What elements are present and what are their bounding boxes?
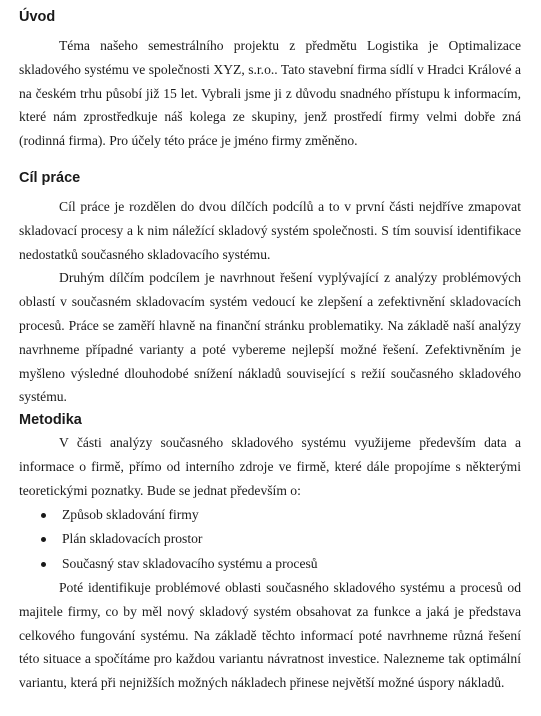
bullet-icon xyxy=(41,513,46,518)
list-item-label: Současný stav skladovacího systému a procesů xyxy=(62,555,318,571)
document-page xyxy=(19,6,521,695)
paragraph-metodika-intro: V části analýzy současného skladového systému využijeme především data a informace o firmě, přímo od interního zdroje ve firmě, které dále propojíme s některými teoretickými poznatky. Bude se jednat především o: xyxy=(19,435,521,498)
heading-uvod: Úvod xyxy=(19,9,56,25)
list-item xyxy=(19,552,521,577)
list-item xyxy=(19,503,521,528)
paragraph-uvod: Téma našeho semestrálního projektu z předmětu Logistika je Optimalizace skladového systému ve společnosti XYZ, s.r.o.. Tato stavební firma sídlí v Hradci Králové a na českém trhu působí již 15 let. Vybrali jsme ji z důvodu snadného přístupu k informacím, které nám zprostředkuje náš kolega ze skupiny, jenž prostředí firmy velmi dobře zná (rodinná firma). Pro účely této práce je jméno firmy změněno. xyxy=(19,38,521,149)
bullet-list xyxy=(19,503,521,577)
paragraph-metodika-outro: Poté identifikuje problémové oblasti současného skladového systému a procesů od majitele firmy, co by měl nový skladový systém obsahovat za funkce a jaká je představa celkového fungování systému. Na základě těchto informací poté navrhneme různá řešení této situace a spočítáme pro každou variantu návratnost investice. Nalezneme tak optimální variantu, která při nejnižších možných nákladech přinese největší možné úspory nákladů. xyxy=(19,580,521,691)
list-item xyxy=(19,527,521,552)
paragraph-cil-2: Druhým dílčím podcílem je navrhnout řešení vyplývající z analýzy problémových oblastí v současném skladovacím systém vedoucí ke zlepšení a zefektivnění skladovacích procesů. Práce se zaměří hlavně na finanční stránku problematiky. Na základě naší analýzy navrhneme případné varianty a poté vybereme nejlepší možné řešení. Zefektivněním je myšleno výsledné dlouhodobé snížení nákladů související s režií současného skladového systému. xyxy=(19,270,521,405)
list-item-label: Způsob skladování firmy xyxy=(62,506,199,522)
list-item-label: Plán skladovacích prostor xyxy=(62,531,203,547)
heading-metodika: Metodika xyxy=(19,412,82,429)
paragraph-cil-1: Cíl práce je rozdělen do dvou dílčích podcílů a to v první části nejdříve zmapovat skladovací procesy a k nim náležící skladový systém společnosti. S tím souvisí identifikace nedostatků současného skladovacího systému. xyxy=(19,198,521,262)
bullet-icon xyxy=(41,537,46,542)
heading-cil-prace: Cíl práce xyxy=(19,169,81,186)
bullet-icon xyxy=(41,562,46,567)
